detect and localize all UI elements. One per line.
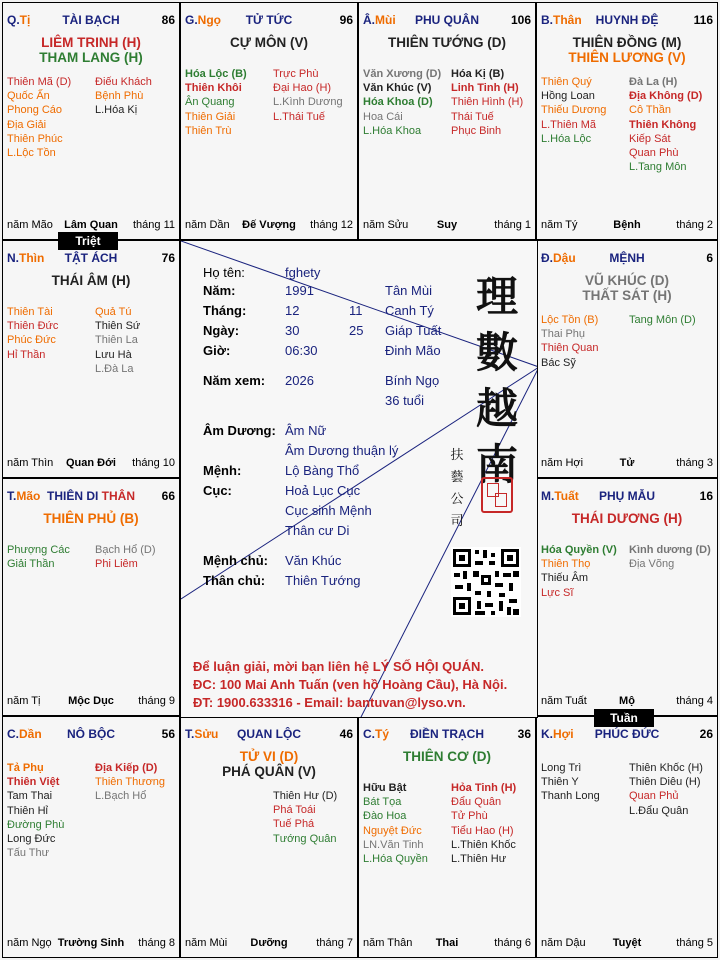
minor-star: Thiên Hư (D) [273,790,338,802]
major-star: THẤT SÁT (H) [582,288,672,303]
seal-text [449,445,465,533]
palace-age: 36 [517,727,531,741]
palace-year: năm Mão [7,219,53,231]
minor-star: Ân Quang [185,96,235,109]
minor-star: Thanh Long [541,790,600,803]
calligraphy-char-2: 數 [475,328,518,377]
minor-star: Tử Phù [451,810,488,823]
palace-month: tháng 2 [676,219,713,231]
minor-star: L.Hóa Khoa [363,124,422,137]
minor-star: Thiên Diêu (H) [629,776,701,789]
palace-stage: Tử [619,457,635,469]
minor-star: Văn Khúc (V) [363,82,432,95]
minor-star: Phục Binh [451,124,502,137]
minor-star: Địa Không (D) [629,90,703,103]
palace-branch: Â.Mùi [363,13,396,27]
palace-footer [541,457,713,471]
palace-branch: C.Dần [7,727,42,741]
minor-star: Tấu Thư [7,847,50,860]
palace-age: 46 [339,727,353,741]
palace-month: tháng 10 [132,457,175,469]
palace-year: năm Tị [7,695,41,707]
palace-month: tháng 8 [138,937,175,949]
palace-stage: Bệnh [613,219,641,231]
palace-name: TẬT ÁCH [64,251,118,265]
day-solar: 30 [285,323,300,338]
minor-star: Hoa Cái [363,110,403,123]
minor-star: Thiên Khôi [185,82,242,95]
minor-star: Hữu Bật [363,782,407,794]
seal-char-3: 公 [450,492,464,507]
minor-star: Quan Phủ [629,790,679,803]
minor-star: Thiên Hình (H) [451,96,524,109]
minor-star: Thiên Đức [7,320,59,333]
destiny-label: Mệnh: [203,463,242,478]
minor-star: Hóa Quyền (V) [541,544,617,556]
major-star: TỬ VI (D) [239,749,299,764]
palace-cell[interactable] [536,478,718,716]
palace-footer [7,937,175,951]
year-value: 1991 [285,283,314,298]
minor-star: Hóa Lộc (B) [185,68,247,80]
body-lord-value: Thiên Tướng [285,573,361,588]
palace-name: PHỤ MẪU [599,489,655,503]
notice-line-3: ĐT: 1900.633316 - Email: bantuvan@lyso.vn. [193,695,466,710]
palace-cell[interactable] [180,716,358,958]
palace-age: 96 [339,13,353,27]
name-value: fghety [285,265,321,280]
cuc-label: Cục: [203,483,232,498]
palace-stage: Tuyệt [612,937,642,949]
minor-star: Thiên Mã (D) [7,76,72,88]
minor-star: Quả Tú [95,306,132,318]
minor-star: Bác Sỹ [541,356,576,369]
minor-star: Thai Phụ [541,328,586,341]
calligraphy-char-3: 越 [475,384,518,433]
minor-star: L.Hóa Lộc [541,132,592,145]
palace-month: tháng 11 [132,219,175,231]
palace-month: tháng 7 [316,937,353,949]
palace-year: năm Sửu [363,219,409,231]
view-year-canchi: Bính Ngọ [385,373,440,388]
view-year-label: Năm xem: [203,373,266,388]
minor-star: Long Trì [541,762,582,774]
palace-name: ĐIỀN TRẠCH [410,727,484,741]
palace-stage: Suy [436,219,458,231]
palace-stage: Mộ [619,695,635,707]
minor-star: Tướng Quân [273,832,337,845]
notice-line-2: ĐC: 100 Mai Anh Tuấn (ven hồ Hoàng Cầu), Hà Nội. [193,677,508,692]
day-canchi: Giáp Tuất [385,323,442,338]
minor-star: Lực Sĩ [541,586,574,599]
minor-star: Thiên Thương [95,776,166,789]
minor-star: Điếu Khách [95,76,152,88]
palace-age: 6 [706,251,713,265]
palace-age: 106 [510,13,531,27]
yin-yang-value: Âm Nữ [285,423,327,438]
palace-year: năm Dần [185,219,230,231]
minor-star: Giải Thần [7,558,55,571]
minor-star: Thiên Giải [185,110,236,123]
minor-star: Kiếp Sát [629,132,671,145]
palace-age: 76 [161,251,175,265]
minor-star: Đại Hao (H) [273,82,332,95]
minor-star: Lộc Tồn (B) [541,314,599,326]
minor-star: Linh Tinh (H) [451,82,519,95]
palace-age: 56 [161,727,175,741]
palace-footer [363,937,531,951]
palace-age: 116 [693,13,713,27]
palace-stage: Đế Vượng [242,219,296,231]
minor-star: Thái Tuế [451,110,494,123]
minor-star: L.Đà La [95,362,134,375]
seal-char-1: 扶 [450,448,464,463]
minor-star: LN.Văn Tinh [363,838,424,851]
month-canchi: Canh Tý [385,303,434,318]
destiny-value: Lộ Bàng Thổ [285,463,360,478]
palace-month: tháng 6 [494,937,531,949]
minor-star: L.Thiên Hư [451,853,507,866]
minor-star: L.Hóa Kị [95,104,138,117]
palace-header [541,489,713,505]
major-star: THÁI ÂM (H) [51,273,131,288]
minor-star: Hóa Kị (B) [451,68,505,80]
palace-header [541,251,713,267]
minor-star: Bát Tọa [363,796,402,809]
palace-month: tháng 9 [138,695,175,707]
palace-branch: K.Hợi [541,727,574,741]
palace-footer [7,219,175,233]
palace-cell[interactable] [536,2,718,240]
tuan-marker: Tuần [594,709,654,727]
minor-star: Thiên Thọ [541,558,591,571]
minor-star: L.Tang Môn [629,161,687,174]
view-year-value: 2026 [285,373,314,388]
minor-star: L.Kình Dương [273,96,343,109]
minor-star: L.Đẩu Quân [629,804,689,817]
minor-star: Tả Phụ [7,762,44,774]
minor-star: Hóa Khoa (D) [363,96,433,109]
minor-star: Hỏa Tinh (H) [451,782,517,794]
year-canchi: Tân Mùi [385,283,432,298]
minor-star: Thiên Việt [7,776,60,789]
palace-branch: N.Thìn [7,251,45,265]
palace-age: 66 [161,489,175,503]
palace-header [541,13,713,29]
minor-star: Thiên Quý [541,76,592,88]
palace-month: tháng 5 [676,937,713,949]
palace-month: tháng 1 [494,219,531,231]
palace-age: 86 [161,13,175,27]
palace-cell[interactable] [536,716,718,958]
day-lunar: 25 [349,323,364,338]
hour-value: 06:30 [285,343,318,358]
major-star: THAM LANG (H) [39,50,143,65]
body-lord-label: Thân chủ: [203,573,266,588]
palace-stage: Quan Đới [66,457,116,469]
hour-canchi: Đinh Mão [385,343,441,358]
minor-star: Thiên Y [541,776,579,789]
palace-cell[interactable] [358,2,536,240]
minor-star: Thiên Hỉ [7,804,48,817]
palace-year: năm Thìn [7,457,54,469]
minor-star: L.Thái Tuế [273,110,325,123]
palace-branch: Đ.Dậu [541,251,576,265]
palace-header [7,489,175,505]
palace-name: NÔ BỘC [67,727,115,741]
calligraphy-char-1: 理 [475,272,518,321]
minor-star: Nguyệt Đức [363,824,422,837]
body-palace: Thân cư Di [285,523,350,538]
minor-star: Bệnh Phù [95,90,144,103]
yin-yang-label: Âm Dương: [203,423,276,438]
calligraphy-title [467,269,527,493]
palace-header [7,13,175,29]
palace-year: năm Dậu [541,937,586,949]
minor-star: Hỉ Thần [7,348,46,361]
notice-line-1: Để luận giải, mời bạn liên hệ LÝ SỐ HỘI QUÁN. [193,659,484,674]
minor-star: L.Thiên Khốc [451,838,516,851]
destiny-lord-value: Văn Khúc [285,553,342,568]
minor-star: Đà La (H) [629,76,678,88]
minor-star: Địa Võng [629,558,675,571]
palace-cell[interactable] [2,716,180,958]
minor-star: Địa Giải [7,118,47,131]
palace-header [363,727,531,743]
age-value: 36 tuổi [385,393,425,408]
palace-stage: Lâm Quan [64,219,118,231]
palace-name: QUAN LỘC [237,727,301,741]
minor-star: L.Bạch Hổ [95,790,147,803]
palace-month: tháng 4 [676,695,713,707]
palace-name: TÀI BẠCH [62,13,120,27]
palace-name: HUYNH ĐỆ [595,13,659,27]
minor-star: Thiên Quan [541,342,599,355]
minor-star: Phúc Đức [7,334,56,347]
minor-star: Thiên Không [629,118,697,131]
palace-footer [541,695,713,709]
minor-star: Phượng Các [7,544,70,556]
calligraphy-char-4: 南 [475,440,518,489]
center-info-panel [180,240,538,718]
palace-branch: Q.Tị [7,13,31,27]
palace-cell[interactable] [2,2,180,240]
palace-header [541,727,713,743]
minor-star: Đường Phù [7,818,65,831]
palace-year: năm Tuất [541,695,587,707]
minor-star: Lưu Hà [95,348,132,361]
minor-star: Bạch Hổ (D) [95,544,156,556]
palace-footer [7,695,175,709]
palace-age: 26 [699,727,713,741]
palace-stage: Dưỡng [250,937,288,949]
major-star: THIÊN TƯỚNG (D) [388,35,506,50]
palace-stage: Mộc Dục [68,695,114,707]
major-star: THIÊN LƯƠNG (V) [568,50,686,65]
palace-cell[interactable] [180,2,358,240]
destiny-lord-label: Mệnh chủ: [203,553,268,568]
palace-name: MỆNH [609,251,645,265]
palace-name: THIÊN DI THÂN [46,489,135,503]
minor-star: Tiểu Hao (H) [451,824,514,837]
minor-star: Văn Xương (D) [363,68,442,80]
minor-star: Thiếu Âm [541,572,589,585]
palace-header [185,727,353,743]
minor-star: Phong Cáo [7,104,63,117]
palace-header [185,13,353,29]
palace-branch: B.Thân [541,13,582,27]
palace-footer [541,219,713,233]
minor-star: Đẩu Quân [451,796,502,809]
palace-footer [541,937,713,951]
minor-star: L.Thiên Mã [541,118,597,131]
cuc-relation: Cục sinh Mệnh [285,503,372,518]
month-lunar: 11 [349,303,363,318]
minor-star: Quan Phù [629,147,679,160]
palace-name: TỬ TỨC [245,13,293,27]
minor-star: Cô Thần [629,104,671,117]
palace-footer [185,219,353,233]
palace-cell[interactable] [2,240,180,478]
minor-star: Phi Liêm [95,558,138,571]
palace-stage: Trường Sinh [57,937,125,949]
palace-footer [363,219,531,233]
palace-header [363,13,531,29]
palace-month: tháng 3 [676,457,713,469]
palace-age: 16 [699,489,713,503]
palace-year: năm Mùi [185,937,228,949]
minor-star: Phá Toái [273,804,316,817]
palace-branch: M.Tuất [541,489,579,503]
palace-header [7,251,175,267]
palace-year: năm Thân [363,937,413,949]
day-label: Ngày: [203,323,240,338]
major-star: LIÊM TRINH (H) [41,35,141,50]
palace-stage: Thai [435,937,459,949]
minor-star: L.Hóa Quyền [363,853,428,866]
palace-branch: C.Tý [363,727,390,741]
year-label: Năm: [203,283,236,298]
major-star: VŨ KHÚC (D) [585,273,669,288]
major-star: THIÊN PHỦ (B) [43,511,139,526]
minor-star: Tang Môn (D) [629,314,696,326]
minor-star: Thiên Sứ [95,320,141,333]
palace-footer [185,937,353,951]
seal-char-2: 藝 [450,470,464,485]
minor-star: Thiên Tài [7,306,53,318]
minor-star: Thiếu Dương [541,104,607,117]
palace-year: năm Hợi [541,457,584,469]
minor-star: Trực Phù [273,68,319,80]
minor-star: Đào Hoa [363,810,407,823]
palace-name: PHÚC ĐỨC [594,727,660,741]
hour-label: Giờ: [203,343,231,358]
minor-star: Tam Thai [7,790,53,803]
minor-star: Long Đức [7,833,56,846]
major-star: THÁI DƯƠNG (H) [571,511,683,526]
minor-star: Quốc Ấn [7,90,50,103]
palace-cell[interactable] [358,716,536,958]
minor-star: Thiên Trù [185,124,232,137]
palace-cell[interactable] [2,478,180,716]
red-seal-stamp [481,477,513,513]
minor-star: Địa Kiếp (D) [95,762,158,774]
major-star: THIÊN CƠ (D) [402,749,491,764]
month-label: Tháng: [203,303,247,318]
minor-star: L.Lộc Tồn [7,147,56,160]
palace-branch: G.Ngọ [185,13,221,27]
month-solar: 12 [285,303,300,318]
palace-year: năm Ngọ [7,937,52,949]
palace-header [7,727,175,743]
palace-footer [7,457,175,471]
palace-cell[interactable] [536,240,718,478]
minor-star: Hồng Loan [541,90,595,103]
yin-yang-note: Âm Dương thuận lý [285,443,399,458]
palace-branch: T.Mão [7,489,41,503]
cuc-value: Hoả Lục Cục [285,483,361,498]
palace-name: PHU QUÂN [414,13,479,27]
major-star: PHÁ QUÂN (V) [222,764,316,779]
minor-star: Thiên Khốc (H) [629,762,703,774]
major-star: CỰ MÔN (V) [230,35,308,50]
minor-star: Thiên Phúc [7,132,63,145]
palace-branch: T.Sửu [185,727,219,741]
qr-code[interactable] [451,547,521,617]
palace-month: tháng 12 [310,219,353,231]
name-label: Họ tên: [203,265,245,280]
minor-star: Kình dương (D) [629,544,711,556]
palace-year: năm Tý [541,219,578,231]
minor-star: Tuế Phá [273,818,315,831]
triet-marker: Triệt [58,232,118,250]
major-star: THIÊN ĐỒNG (M) [572,35,682,50]
minor-star: Thiên La [95,334,138,347]
seal-char-4: 司 [450,514,464,529]
